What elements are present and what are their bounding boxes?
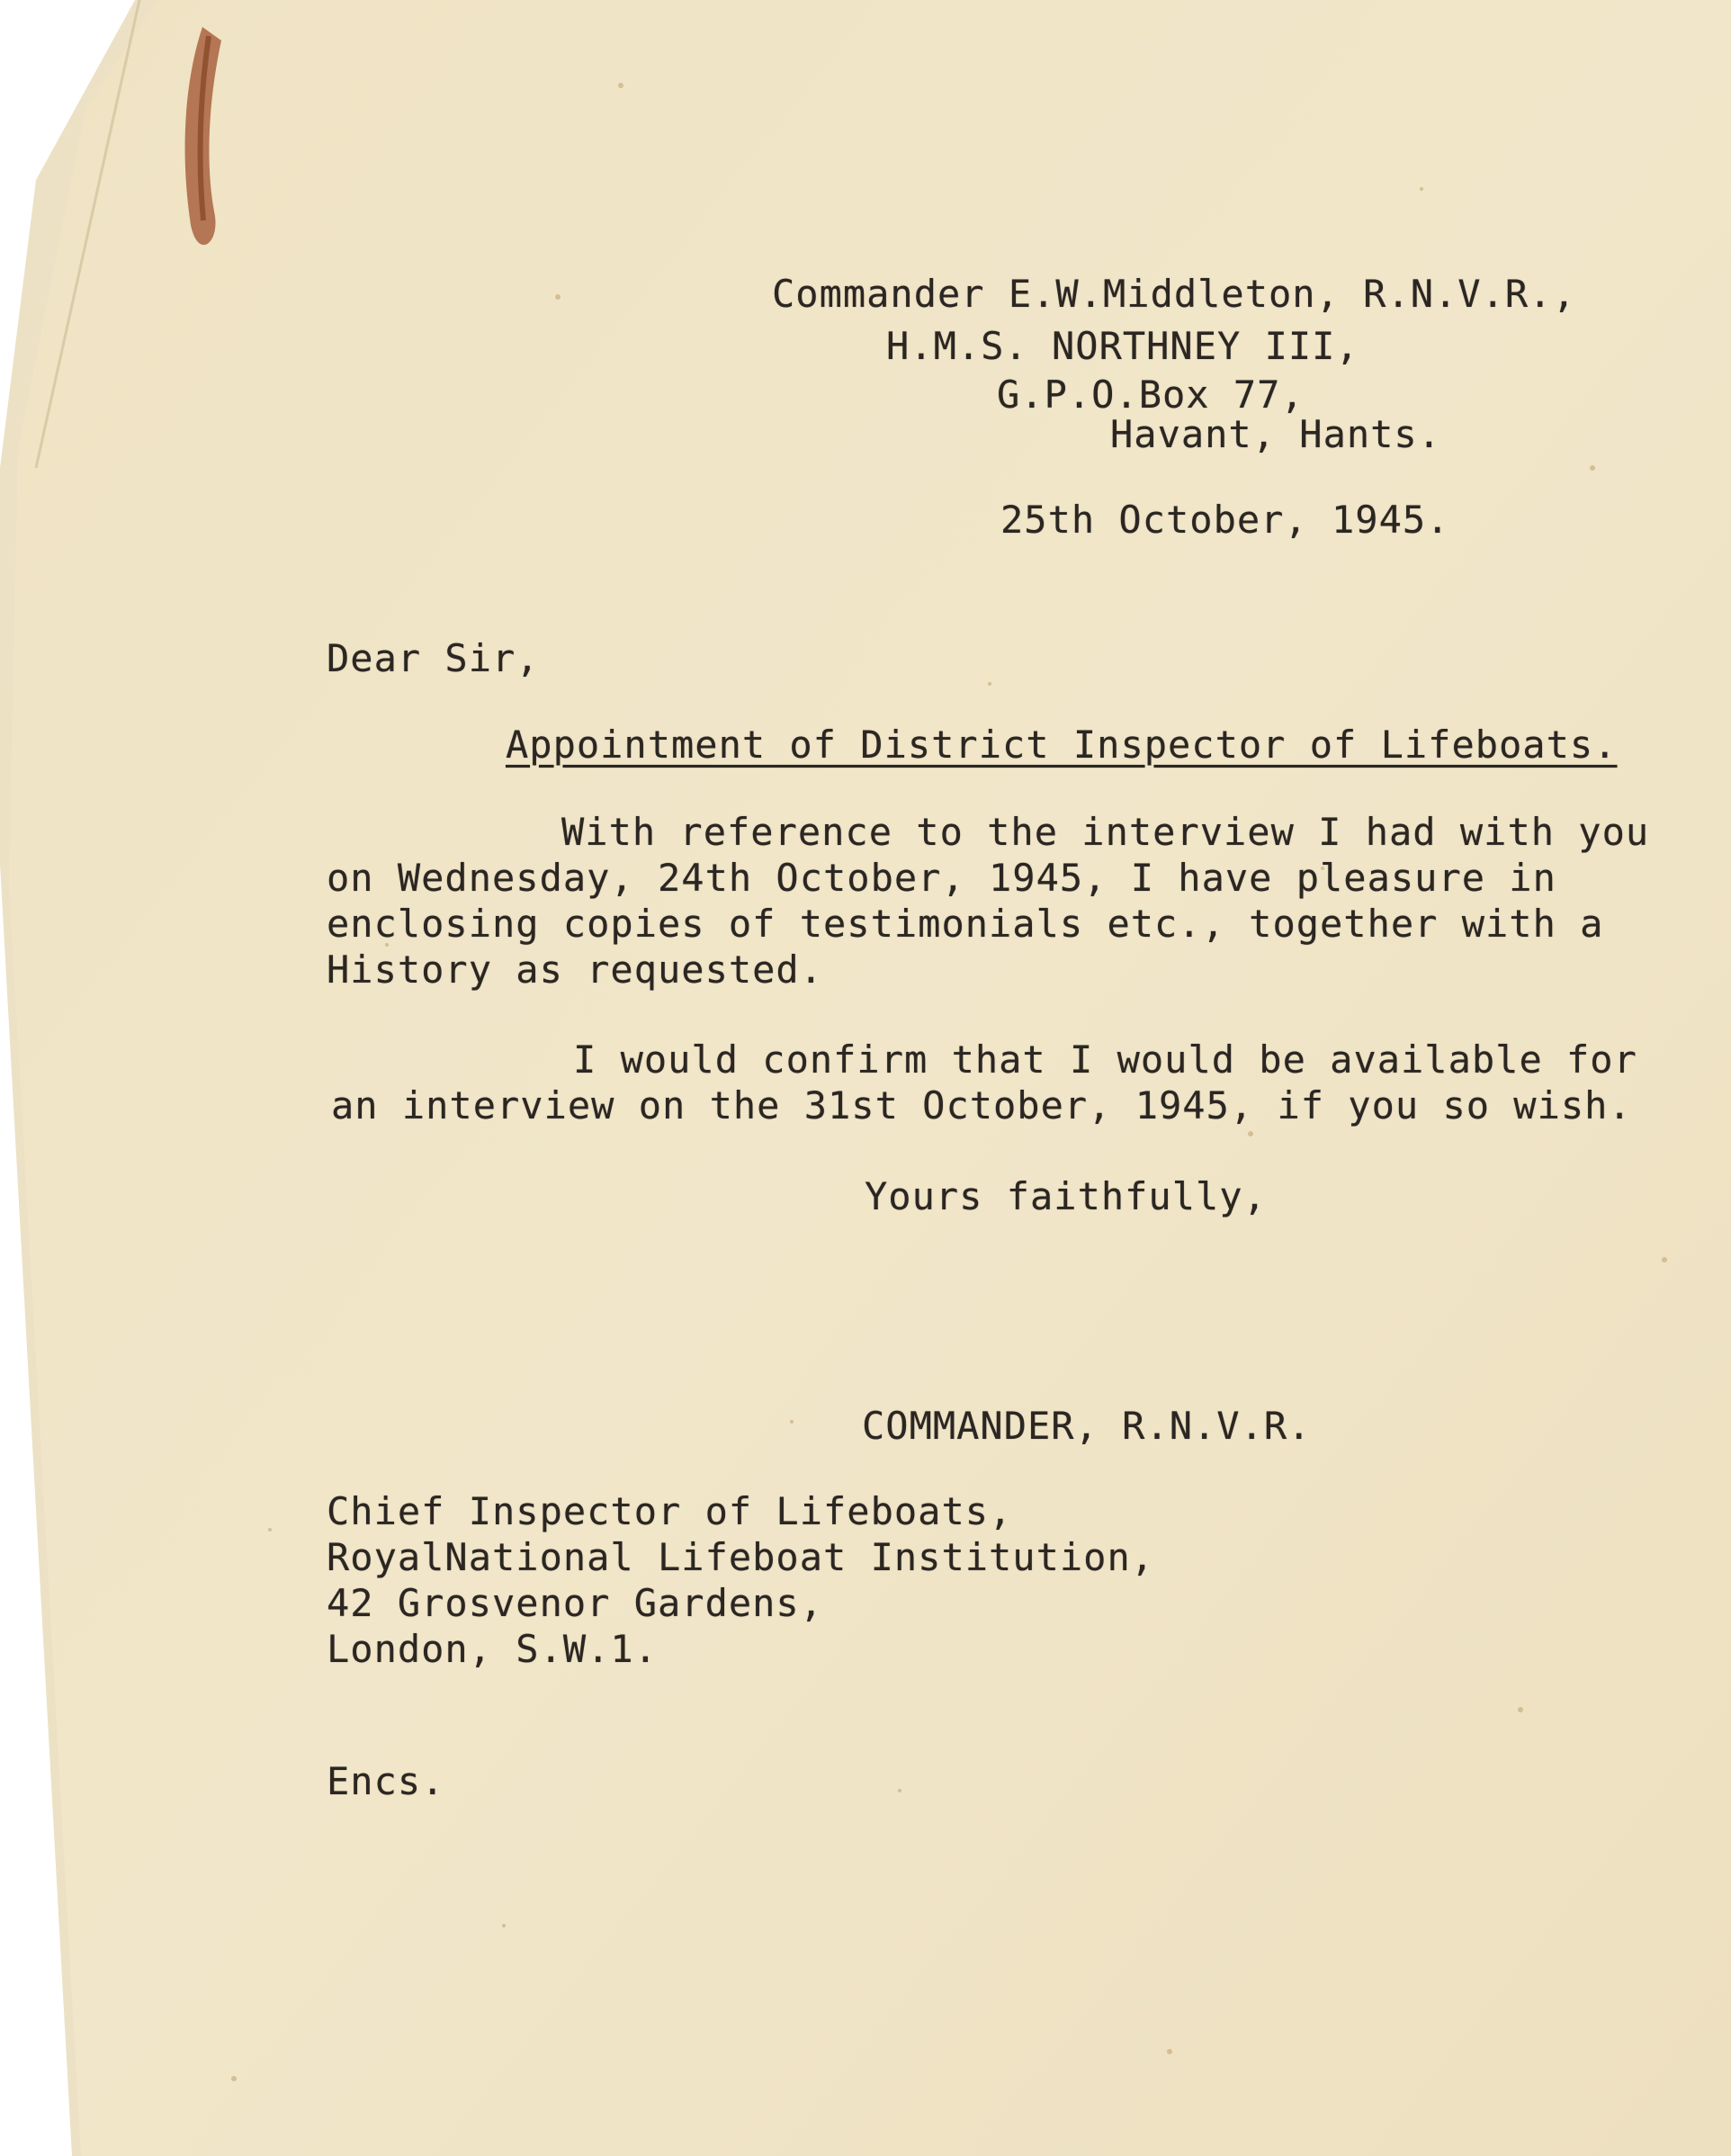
paragraph1-line2: on Wednesday, 24th October, 1945, I have pleasure in [327,856,1556,900]
letter-date: 25th October, 1945. [1000,498,1450,542]
paragraph1-line3: enclosing copies of testimonials etc., together with a [327,902,1604,946]
salutation: Dear Sir, [327,636,540,680]
paragraph2-line2: an interview on the 31st October, 1945, if you so wish. [331,1083,1632,1127]
enclosures: Encs. [327,1759,445,1803]
sender-name: Commander E.W.Middleton, R.N.V.R., [772,272,1576,316]
sender-town: Havant, Hants. [1110,412,1442,456]
recipient-line1: Chief Inspector of Lifeboats, [327,1489,1013,1533]
closing: Yours faithfully, [865,1174,1267,1218]
paragraph1-line4: History as requested. [327,948,824,992]
recipient-line3: 42 Grosvenor Gardens, [327,1581,824,1625]
signature-title: COMMANDER, R.N.V.R. [862,1404,1312,1448]
sender-box: G.P.O.Box 77, [997,373,1305,417]
recipient-line2: RoyalNational Lifeboat Institution, [327,1535,1155,1579]
paragraph2-line1: I would confirm that I would be available for [573,1038,1637,1082]
subject-line: Appointment of District Inspector of Lifeboats. [506,723,1618,767]
sender-ship: H.M.S. NORTHNEY III, [886,324,1359,368]
paragraph1-line1: With reference to the interview I had with you [561,810,1650,854]
recipient-line4: London, S.W.1. [327,1627,659,1671]
